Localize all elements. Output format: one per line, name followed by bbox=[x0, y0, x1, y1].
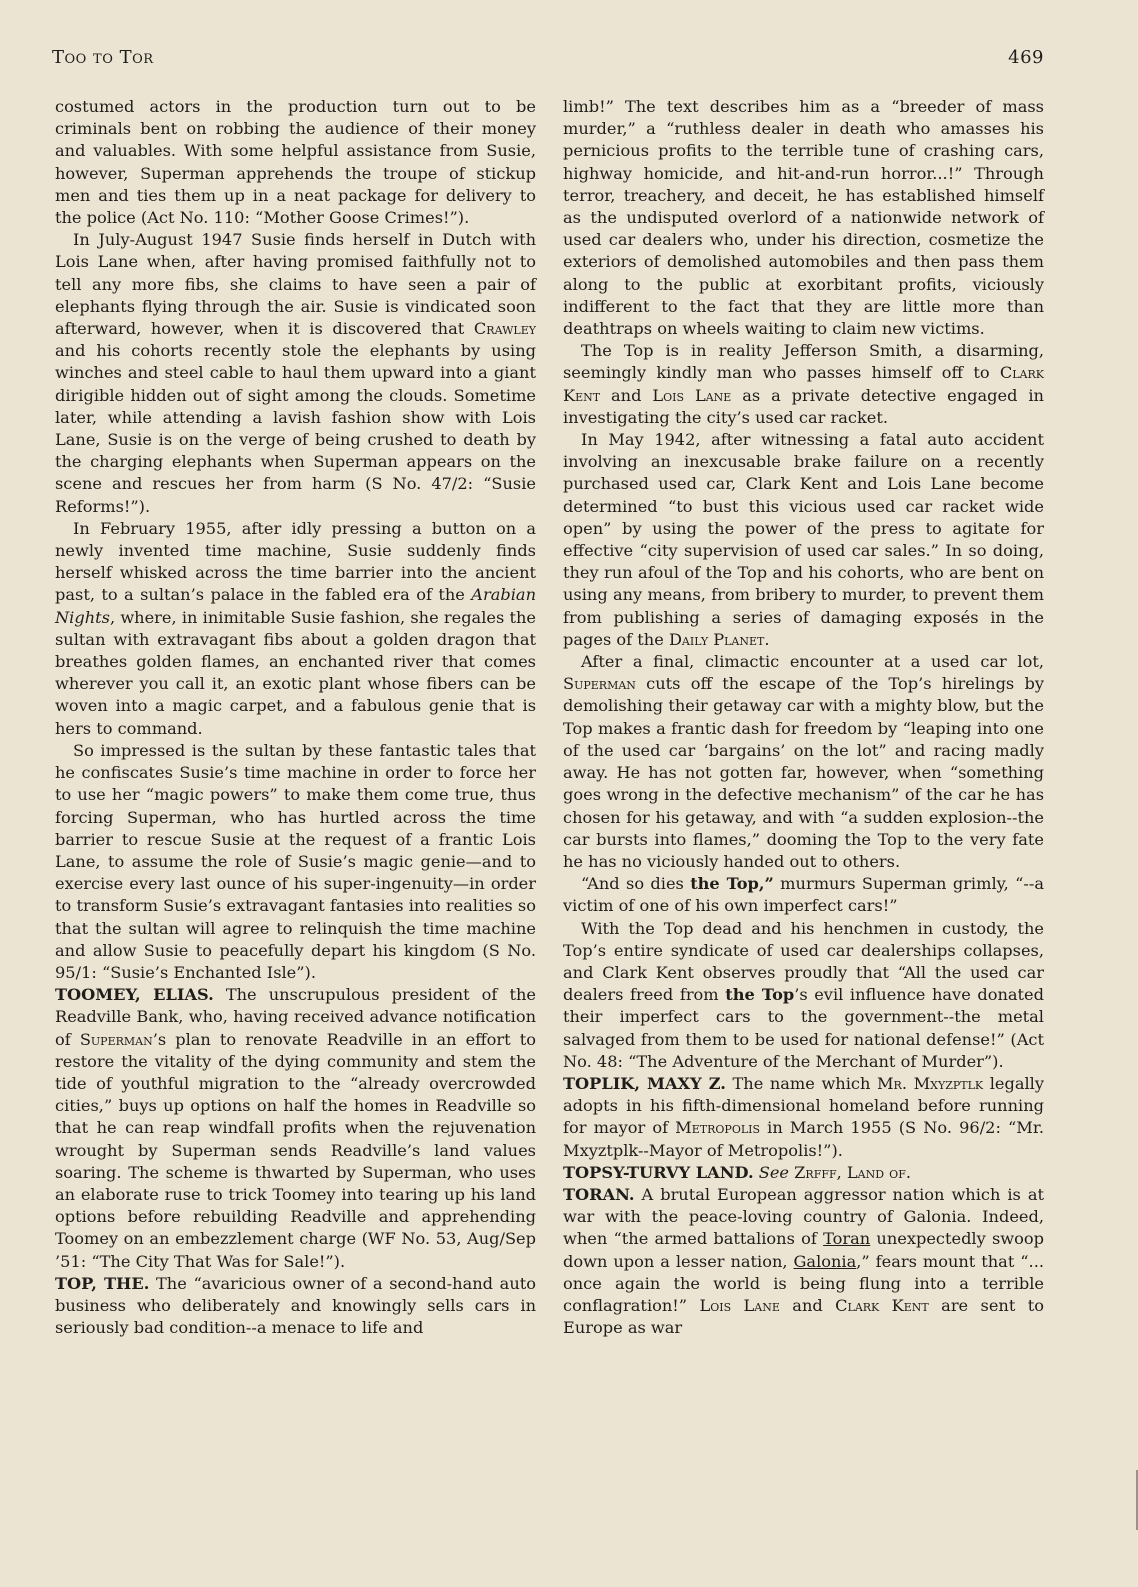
entry-headword: TOP, THE. bbox=[55, 1273, 150, 1293]
paragraph bbox=[563, 918, 1044, 1073]
text-run: murmurs Superman grimly, “--a victim of one of his own imperfect cars!” bbox=[563, 874, 1044, 916]
text-run: ’s plan to renovate Readville in an effort to restore the vitality of the dying community and stem the tide of youthful migration to the “already overcrowded cities,” buys up options on half the homes in Readville so that he can reap windfall profits when the rejuvenation wrought by Superman sends Readville’s land values soaring. The scheme is thwarted by Superman, who uses an elaborate ruse to trick Toomey into tearing up his land options before rebuilding Readville and apprehending Toomey on an embezzlement charge (WF No. 53, Aug/Sep ’51: “The City That Was for Sale!”). bbox=[55, 1029, 536, 1271]
left-column bbox=[55, 96, 536, 1339]
cross-reference: Lois Lane bbox=[652, 385, 732, 405]
text-run: The name which bbox=[725, 1073, 877, 1093]
cross-reference: Clark Kent bbox=[835, 1295, 929, 1315]
paragraph bbox=[55, 518, 536, 740]
text-run: ,” fears mount that “... once again the world is being flung into a terrible conflagration!” bbox=[563, 1251, 1044, 1315]
paragraph bbox=[563, 340, 1044, 429]
entry-toplik-maxy-z bbox=[563, 1073, 1044, 1162]
entry-headword: TORAN. bbox=[563, 1184, 635, 1204]
text-run: unexpectedly swoop down upon a lesser nation, bbox=[563, 1229, 1044, 1271]
entry-headword: TOOMEY, ELIAS. bbox=[55, 985, 214, 1005]
paragraph: costumed actors in the production turn out to be criminals bent on robbing the audience of their money and valuables. With some helpful assistance from Susie, however, Superman apprehends the troupe of stickup men and ties them up in a neat package for delivery to the police (Act No. 110: “Mother Goose Crimes!”). bbox=[55, 97, 536, 228]
text-run: legally adopts in his fifth-dimensional homeland before running for mayor of bbox=[563, 1073, 1044, 1138]
page-number: 469 bbox=[1008, 47, 1044, 68]
entry-toran bbox=[563, 1184, 1044, 1339]
cross-reference: Clark Kent bbox=[563, 363, 1044, 405]
entry-top-the bbox=[55, 1273, 536, 1340]
text-run: With the Top dead and his henchmen in custody, the Top’s entire syndicate of used car dealerships collapses, and Clark Kent observes proudly that “All the used car dealers freed from bbox=[563, 918, 1044, 1005]
text-run: , where, in inimitable Susie fashion, she regales the sultan with extravagant fibs about a golden dragon that breathes golden flames, an enchanted river that comes wherever you call it, an exotic plant whose fibers can be woven into a magic carpet, and a fabulous genie that is hers to command. bbox=[55, 607, 536, 738]
italic-title: Arabian Nights bbox=[55, 585, 536, 627]
cross-reference: Superman bbox=[563, 674, 636, 694]
cross-reference: Daily Planet bbox=[668, 629, 765, 649]
text-run: and bbox=[779, 1295, 836, 1315]
text-run: After a final, climactic encounter at a used car lot, bbox=[581, 652, 1044, 672]
text-run: The Top is in reality Jefferson Smith, a disarming, seemingly kindly man who passes himself off to bbox=[563, 341, 1044, 383]
paragraph: So impressed is the sultan by these fantastic tales that he confiscates Susie’s time machine in order to force her to use her “magic powers” to make them come true, thus forcing Superman, who has hurtled across the time barrier to rescue Susie at the request of a frantic Lois Lane, to assume the role of Susie’s magic genie—and to exercise every last ounce of his super-ingenuity—in order to transform Susie’s extravagant fantasies into realities so that the sultan will agree to relinquish the time machine and allow Susie to peacefully depart his kingdom (S No. 95/1: “Susie’s Enchanted Isle”). bbox=[55, 740, 536, 982]
bold-quote: the Top,” bbox=[690, 874, 774, 894]
text-run: in March 1955 (S No. 96/2: “Mr. Mxyztplk--Mayor of Metropolis!”). bbox=[563, 1118, 1044, 1160]
text-run: A brutal European aggressor nation which is at war with the peace-loving country of Galonia. Indeed, when “the armed battalions of bbox=[563, 1184, 1044, 1249]
text-run: In February 1955, after idly pressing a button on a newly invented time machine, Susie suddenly finds herself whisked across the time barrier into the ancient past, to a sultan’s palace in the fabled era of the bbox=[55, 518, 536, 605]
text-run: The unscrupulous president of the Readville Bank, who, having received advance notification of bbox=[55, 985, 536, 1049]
cross-reference: Superman bbox=[79, 1029, 153, 1049]
cross-reference: Crawley bbox=[473, 319, 536, 339]
bold-quote: the Top bbox=[725, 985, 795, 1005]
text-run: “And so dies bbox=[581, 874, 691, 894]
cross-reference: Lois Lane bbox=[699, 1295, 780, 1315]
entry-headword: TOPLIK, MAXY Z. bbox=[563, 1073, 726, 1093]
paragraph bbox=[55, 229, 536, 518]
paragraph bbox=[563, 429, 1044, 651]
running-title: Too to Tor bbox=[52, 47, 154, 68]
text-run: cuts off the escape of the Top’s hirelings by demolishing their getaway car with a mighty blow, but the Top makes a frantic dash for freedom by “leaping into one of the used car ‘bargains’ on the lot” and racing madly away. He has not gotten far, however, when “something goes wrong in the defective mechanism” of the car he has chosen for his getaway, and with “a sudden explosion--the car bursts into flames,” dooming the Top to the very fate he has no viciously handed out to others. bbox=[563, 674, 1044, 871]
text-run: and bbox=[600, 385, 653, 405]
text-run: as a private detective engaged in investigating the city’s used car racket. bbox=[563, 385, 1044, 427]
cross-reference: Metropolis bbox=[675, 1118, 761, 1138]
cross-reference: Mr. Mxyzptlk bbox=[876, 1073, 984, 1093]
underlined-word: Galonia bbox=[793, 1251, 857, 1271]
right-column bbox=[563, 96, 1044, 1339]
paragraph bbox=[563, 873, 1044, 917]
underlined-word: Toran bbox=[823, 1229, 871, 1249]
text-run: The “avaricious owner of a second-hand auto business who deliberately and knowingly sells cars in seriously bad condition--a menace to life and bbox=[55, 1273, 536, 1338]
text-run: and his cohorts recently stole the elephants by using winches and steel cable to haul them upward into a giant dirigible hidden out of sight among the clouds. Sometime later, while attending a lavish fashion show with Lois Lane, Susie is on the verge of being crushed to death by the charging elephants when Superman appears on the scene and rescues her from harm (S No. 47/2: “Susie Reforms!”). bbox=[55, 341, 536, 516]
paragraph: limb!” The text describes him as a “breeder of mass murder,” a “ruthless dealer in death who amasses his pernicious profits to the terrible tune of crashing cars, highway homicide, and hit-and-run horror...!” Through terror, treachery, and deceit, he has established himself as the undisputed overlord of a nationwide network of used car dealers who, under his direction, cosmetize the exteriors of demolished automobiles and then pass them along to the public at exorbitant profits, viciously indifferent to the fact that they are little more than deathtraps on wheels waiting to claim new victims. bbox=[563, 97, 1044, 339]
text-run: In May 1942, after witnessing a fatal auto accident involving an inexcusable brake failure on a recently purchased used car, Clark Kent and Lois Lane become determined “to bust this vicious used car racket wide open” by using the power of the press to agitate for effective “city supervision of used car sales.” In so doing, they run afoul of the Top and his cohorts, who are bent on using any means, from bribery to murder, to prevent them from publishing a series of damaging exposés in the pages of the bbox=[563, 430, 1044, 649]
cross-reference: Zrfff, Land of. bbox=[794, 1162, 911, 1182]
text-run: ’s evil influence have donated their imperfect cars to the government--the metal salvaged from them to be used for national defense!” (Act No. 48: “The Adventure of the Merchant of Murder”). bbox=[563, 985, 1044, 1071]
text-run: . bbox=[764, 629, 770, 649]
paragraph bbox=[563, 651, 1044, 873]
see-label: See bbox=[758, 1162, 790, 1182]
entry-toomey-elias bbox=[55, 984, 536, 1273]
text-run: In July-August 1947 Susie finds herself in Dutch with Lois Lane when, after having promised faithfully not to tell any more fibs, she claims to have seen a pair of elephants flying through the air. Susie is vindicated soon afterward, however, when it is discovered that bbox=[55, 230, 536, 339]
text-run: are sent to Europe as war bbox=[563, 1295, 1045, 1338]
entry-headword: TOPSY-TURVY LAND. bbox=[563, 1162, 754, 1182]
entry-topsy-turvy-land bbox=[563, 1162, 1044, 1184]
